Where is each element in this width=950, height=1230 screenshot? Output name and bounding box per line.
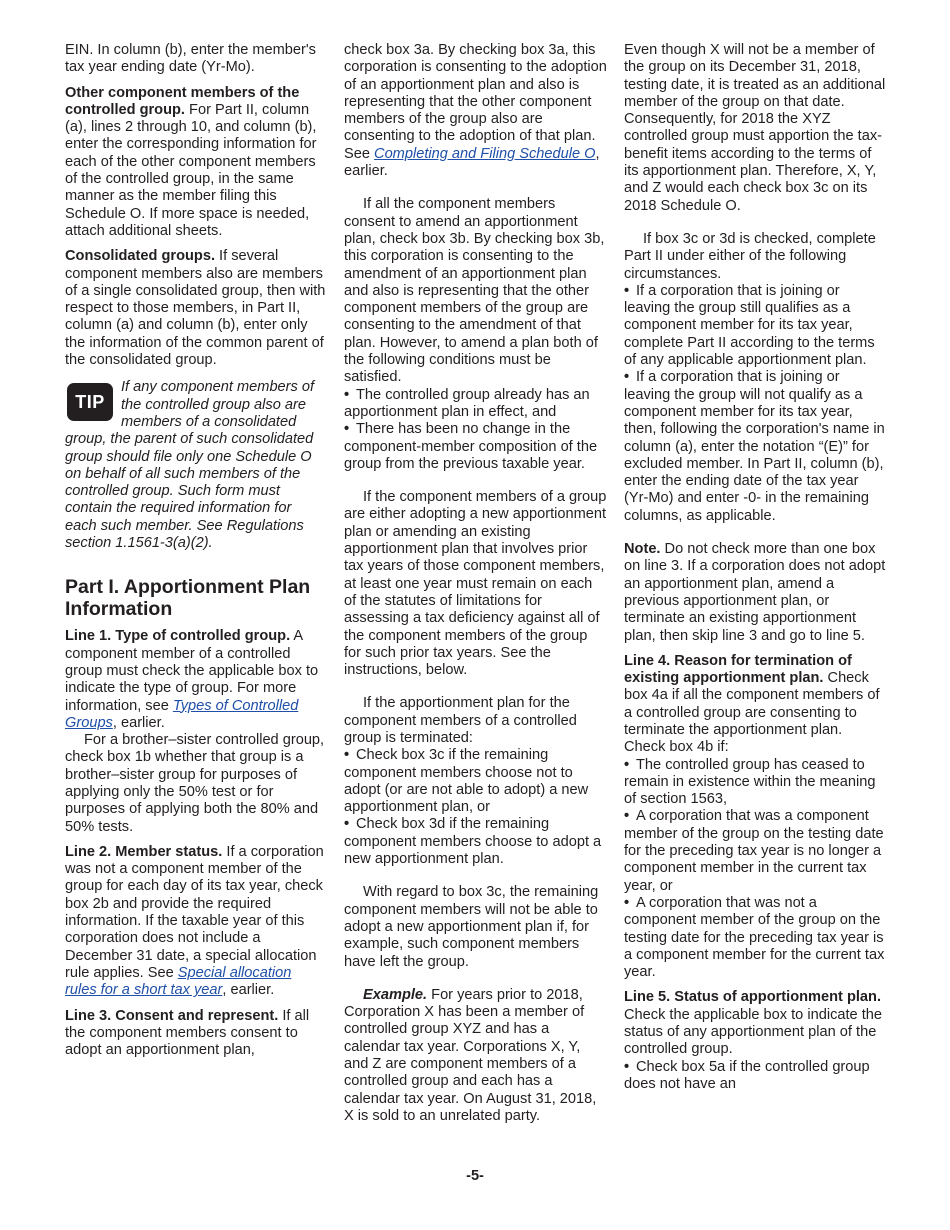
paragraph-text: , earlier. (344, 145, 600, 180)
run-in-heading: Consolidated groups. (65, 248, 215, 265)
paragraph: With regard to box 3c, the remaining component members will not be able to adopt a new apportionment plan if, for example, such component members have left the group. (344, 884, 599, 970)
paragraph: If all the component members consent to amend an apportionment plan, check box 3b. By checking box 3b, this corporation is consenting to the amendment of an apportionment plan and also is representing that the other component members of the group are consenting to the amendment of that plan. However, to amend a plan both of the following conditions must be satisfied. (344, 196, 605, 386)
paragraph (65, 844, 327, 1000)
paragraph-text: Check box 4a if all the component members of a controlled group are consenting to terminate the apportionment plan. Check box 4b if: (624, 670, 880, 756)
note-heading: Note. (624, 541, 661, 558)
paragraph-text: Check the applicable box to indicate the status of any apportionment plan of the controlled group. (624, 1006, 882, 1058)
paragraph: For a brother–sister controlled group, check box 1b whether that group is a brother–sister group for purposes of applying only the 50% test or for purposes of applying both the 80% and 50% tests. (65, 732, 325, 835)
types-of-controlled-groups-link[interactable]: Types of Controlled Groups (65, 697, 299, 731)
bullet-item: • If a corporation that is joining or leaving the group will not qualify as a component member for its tax year, then, following the corporation's name in column (a), enter the notation “(E)” for excluded member. In Part II, column (b), enter the ending date of the tax year (Yr-Mo) and enter -0- in the remaining columns, as applicable. (624, 369, 886, 525)
paragraph (65, 1008, 327, 1060)
column-1 (65, 42, 327, 1067)
paragraph: If box 3c or 3d is checked, complete Part II under either of the following circumstances. (624, 230, 876, 282)
bullet-item: • The controlled group already has an apportionment plan in effect, and (344, 387, 608, 422)
paragraph-text: check box 3a. By checking box 3a, this corporation is consenting to the adoption of an apportionment plan and also is representing that the other component members of the group also are consenting to the adoption of that plan. See (344, 42, 607, 162)
bullet-item: • The controlled group has ceased to remain in existence within the meaning of section 1563, (624, 757, 886, 809)
run-in-heading: Line 2. Member status. (65, 843, 223, 860)
paragraph (65, 248, 327, 369)
page-number: -5- (466, 1168, 484, 1184)
column-2 (344, 42, 608, 1133)
column-3 (624, 42, 886, 1093)
paragraph: Even though X will not be a member of the group on its December 31, 2018, testing date, it is treated as an additional member of the group on that date. Consequently, for 2018 the XYZ controlled group must apportion the tax-benefit items according to the terms of its apportionment plan. Therefore, X, Y, and Z would each check box 3c on its 2018 Schedule O. (624, 42, 886, 214)
paragraph: EIN. In column (b), enter the member's tax year ending date (Yr-Mo). (65, 42, 316, 76)
run-in-heading: Line 5. Status of apportionment plan. (624, 989, 882, 1006)
paragraph-text: If a corporation was not a component member of the group for each day of its tax year, check box 2b and provide the required information. If the taxable year of this corporation does not include a December 31 date, a special allocation rule applies. See (65, 843, 324, 981)
example-heading: Example. (363, 986, 428, 1003)
run-in-heading: Line 1. Type of controlled group. (65, 628, 291, 645)
paragraph-text: If all the component members consent to adopt an apportionment plan, (65, 1007, 310, 1059)
paragraph-text: For Part II, column (a), lines 2 through 10, and column (b), enter the corresponding information for each of the other component members of the controlled group, in the same manner as the member filing this Schedule O. If more space is needed, attach additional sheets. (65, 101, 317, 239)
section-heading: Part I. Apportionment Plan Information (65, 576, 311, 621)
bullet-item: • Check box 5a if the controlled group does not have an (624, 1059, 886, 1094)
bullet-item: • A corporation that was not a component member of the group on the testing date for the preceding tax year is a component member for the current tax year. (624, 895, 886, 981)
bullet-item: • If a corporation that is joining or leaving the group still qualifies as a component member for its tax year, complete Part II according to the terms of any applicable apportionment plan. (624, 283, 886, 369)
run-in-heading: Other component members of the controlled group. (65, 84, 300, 118)
bullet-item: • There has been no change in the component-member composition of the group from the previous taxable year. (344, 421, 608, 473)
tip-label: TIP (67, 383, 113, 421)
tip-text: If any component members of the controlled group also are members of a consolidated group, the parent of such consolidated group should file only one Schedule O on behalf of all such members of the controlled group. Such form must contain the required information for each such member. See Regulations section 1.1561-3(a)(2). (65, 379, 315, 552)
completing-and-filing-schedule-o-link[interactable]: Completing and Filing Schedule O (374, 145, 596, 162)
paragraph (65, 85, 327, 241)
bullet-item: • Check box 3d if the remaining component members choose to adopt a new apportionment plan. (344, 816, 608, 868)
paragraph (344, 42, 608, 180)
paragraph (65, 628, 327, 732)
paragraph-text: Do not check more than one box on line 3. If a corporation does not adopt an apportionment plan, amend a previous apportionment plan, or terminate an existing apportionment plan, then skip line 3 and go to line 5. (624, 541, 886, 644)
run-in-heading: Line 3. Consent and represent. (65, 1007, 279, 1024)
tip-icon (65, 379, 115, 425)
paragraph: If the component members of a group are either adopting a new apportionment plan or amending an existing apportionment plan that involves prior tax years of those component members, at least one year must remain on each of the statutes of limitations for assessing a tax deficiency against all of the component members of the group for such prior tax years. See the instructions, below. (344, 489, 607, 679)
paragraph (624, 989, 886, 1058)
paragraph-text: A component member of a controlled group must check the applicable box to indicate the type of group. For more information, see (65, 628, 319, 714)
paragraph: If the apportionment plan for the component members of a controlled group is terminated: (344, 695, 577, 746)
bullet-item: • A corporation that was a component member of the group on the testing date for the preceding tax year is no longer a component member in the current tax year, or (624, 808, 886, 894)
bullet-item: • Check box 3c if the remaining component members choose not to adopt (or are not able to adopt) a new apportionment plan, or (344, 747, 608, 816)
paragraph (624, 541, 886, 645)
paragraph-text: , earlier. (112, 714, 165, 731)
paragraph-text: For years prior to 2018, Corporation X has been a member of controlled group XYZ and has a calendar tax year. Corporations X, Y, and Z are component members of a controlled group and each has a calendar tax year. On August 31, 2018, X is sold to an unrelated party. (344, 986, 597, 1124)
run-in-heading: Line 4. Reason for termination of existing apportionment plan. (624, 652, 852, 687)
paragraph-text: , earlier. (222, 982, 275, 999)
paragraph (344, 987, 608, 1125)
paragraph (624, 653, 886, 757)
tip-box (65, 379, 327, 552)
special-allocation-rules-link[interactable]: Special allocation rules for a short tax year (65, 964, 292, 999)
paragraph-text: If several component members also are members of a single consolidated group, then with respect to those members, in Part II, column (a) and column (b), enter only the information of the common parent of the consolidated group. (65, 248, 326, 369)
